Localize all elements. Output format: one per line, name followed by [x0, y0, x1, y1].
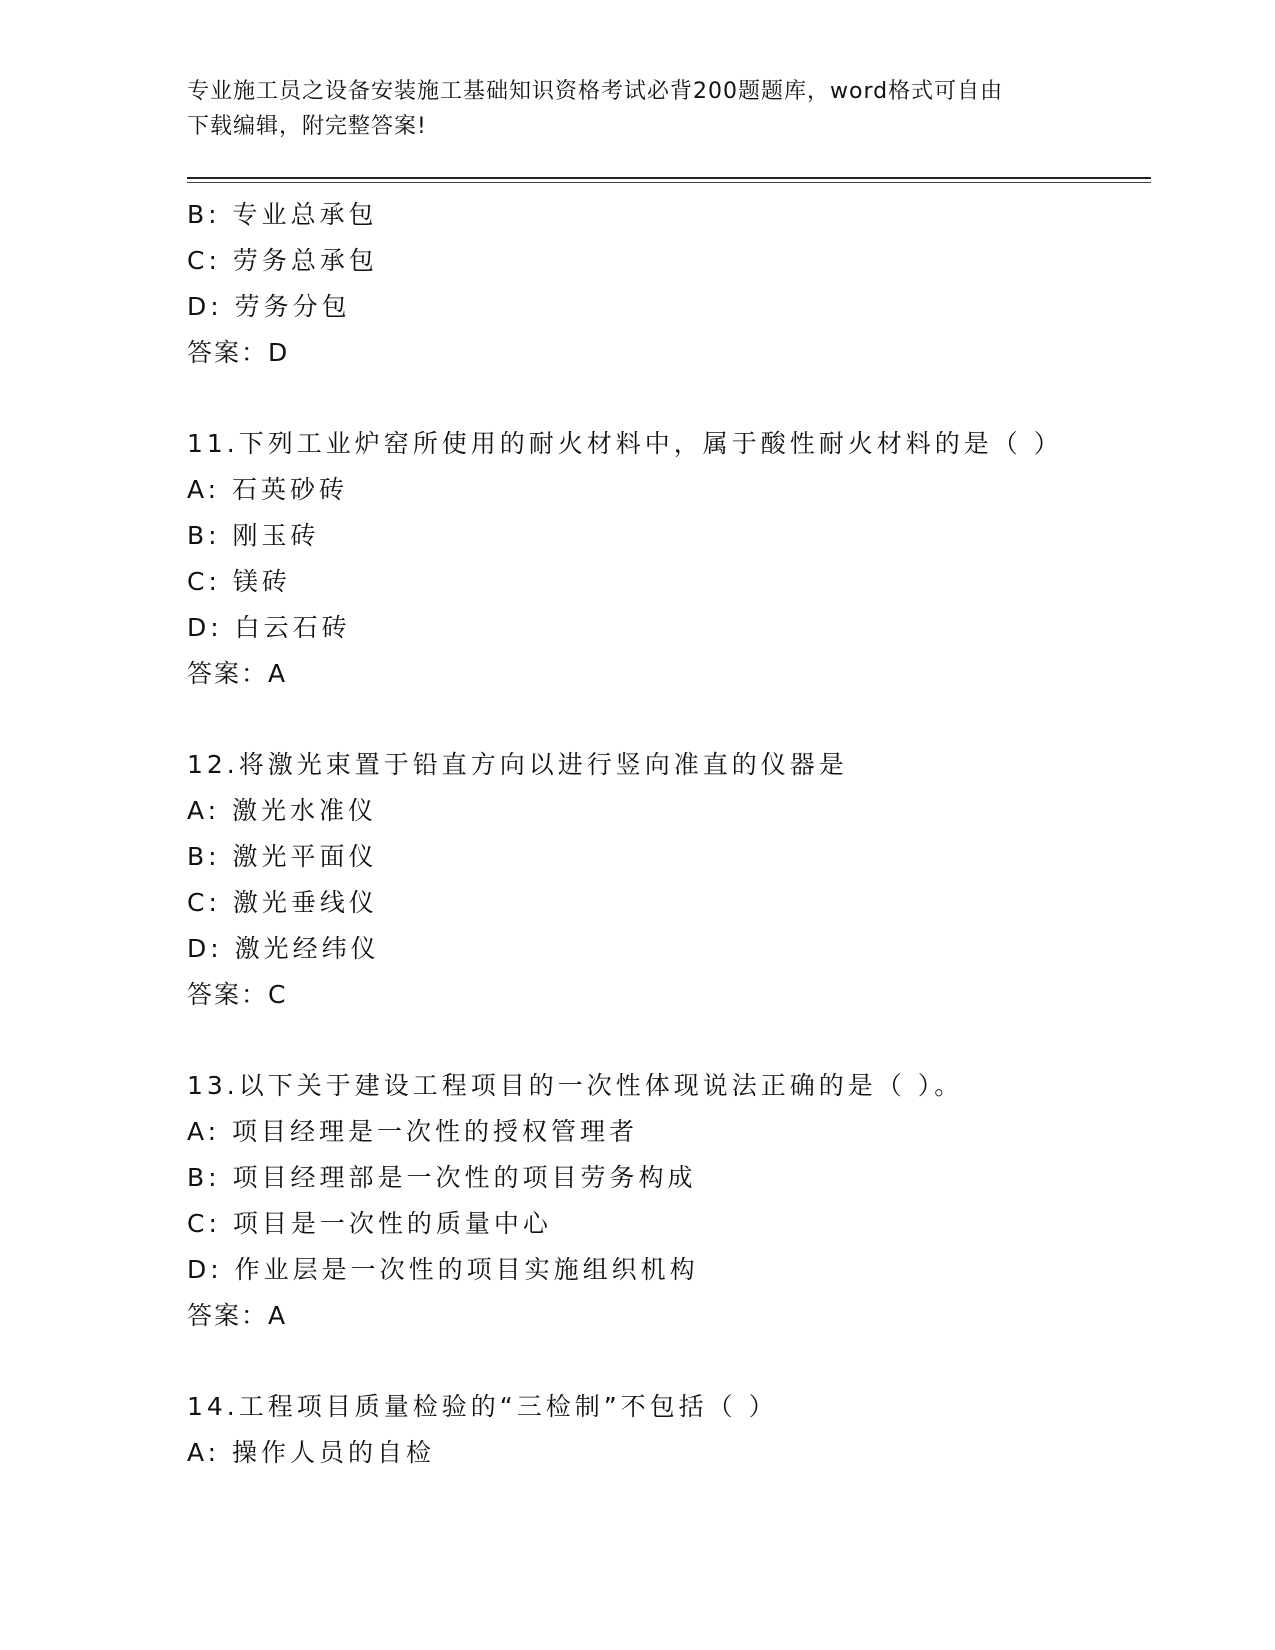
option-a: A: 项目经理是一次性的授权管理者 — [187, 1117, 639, 1146]
option-a: A: 激光水准仪 — [187, 796, 378, 825]
spacer — [187, 697, 1151, 742]
question-block-14 — [187, 1384, 1151, 1476]
answer-label: 答案：A — [187, 659, 288, 688]
answer-label: 答案：C — [187, 980, 288, 1009]
header-line-2: 下载编辑，附完整答案! — [187, 114, 427, 139]
option-b: B: 刚玉砖 — [187, 521, 320, 550]
document-header — [187, 74, 1067, 144]
option-d: D: 作业层是一次性的项目实施组织机构 — [187, 1255, 699, 1284]
option-c: C: 劳务总承包 — [187, 246, 378, 275]
option-a: A: 石英砂砖 — [187, 475, 349, 504]
option-c: C: 项目是一次性的质量中心 — [187, 1209, 552, 1238]
question-block-10 — [187, 192, 1151, 376]
question-text: 14.工程项目质量检验的“三检制”不包括（ ） — [187, 1392, 778, 1421]
spacer — [187, 376, 1151, 421]
option-c: C: 激光垂线仪 — [187, 888, 378, 917]
answer-label: 答案：D — [187, 338, 290, 367]
option-a: A: 操作人员的自检 — [187, 1438, 436, 1467]
header-line-1: 专业施工员之设备安装施工基础知识资格考试必背200题题库，word格式可自由 — [187, 79, 1004, 104]
question-block-12 — [187, 742, 1151, 1018]
option-b: B: 项目经理部是一次性的项目劳务构成 — [187, 1163, 697, 1192]
option-b: B: 专业总承包 — [187, 200, 378, 229]
header-rule-thick — [187, 177, 1151, 179]
question-text: 13.以下关于建设工程项目的一次性体现说法正确的是（ ）。 — [187, 1071, 964, 1100]
option-d: D: 白云石砖 — [187, 613, 351, 642]
question-text: 11.下列工业炉窑所使用的耐火材料中，属于酸性耐火材料的是（ ） — [187, 429, 1063, 458]
question-text: 12.将激光束置于铅直方向以进行竖向准直的仪器是 — [187, 750, 848, 779]
question-block-11 — [187, 421, 1151, 697]
spacer — [187, 1339, 1151, 1384]
question-block-13 — [187, 1063, 1151, 1339]
option-d: D: 劳务分包 — [187, 292, 351, 321]
spacer — [187, 1018, 1151, 1063]
option-d: D: 激光经纬仪 — [187, 934, 380, 963]
answer-label: 答案：A — [187, 1301, 288, 1330]
header-rule-thin — [187, 182, 1151, 183]
option-b: B: 激光平面仪 — [187, 842, 378, 871]
question-list — [187, 192, 1151, 1476]
option-c: C: 镁砖 — [187, 567, 291, 596]
